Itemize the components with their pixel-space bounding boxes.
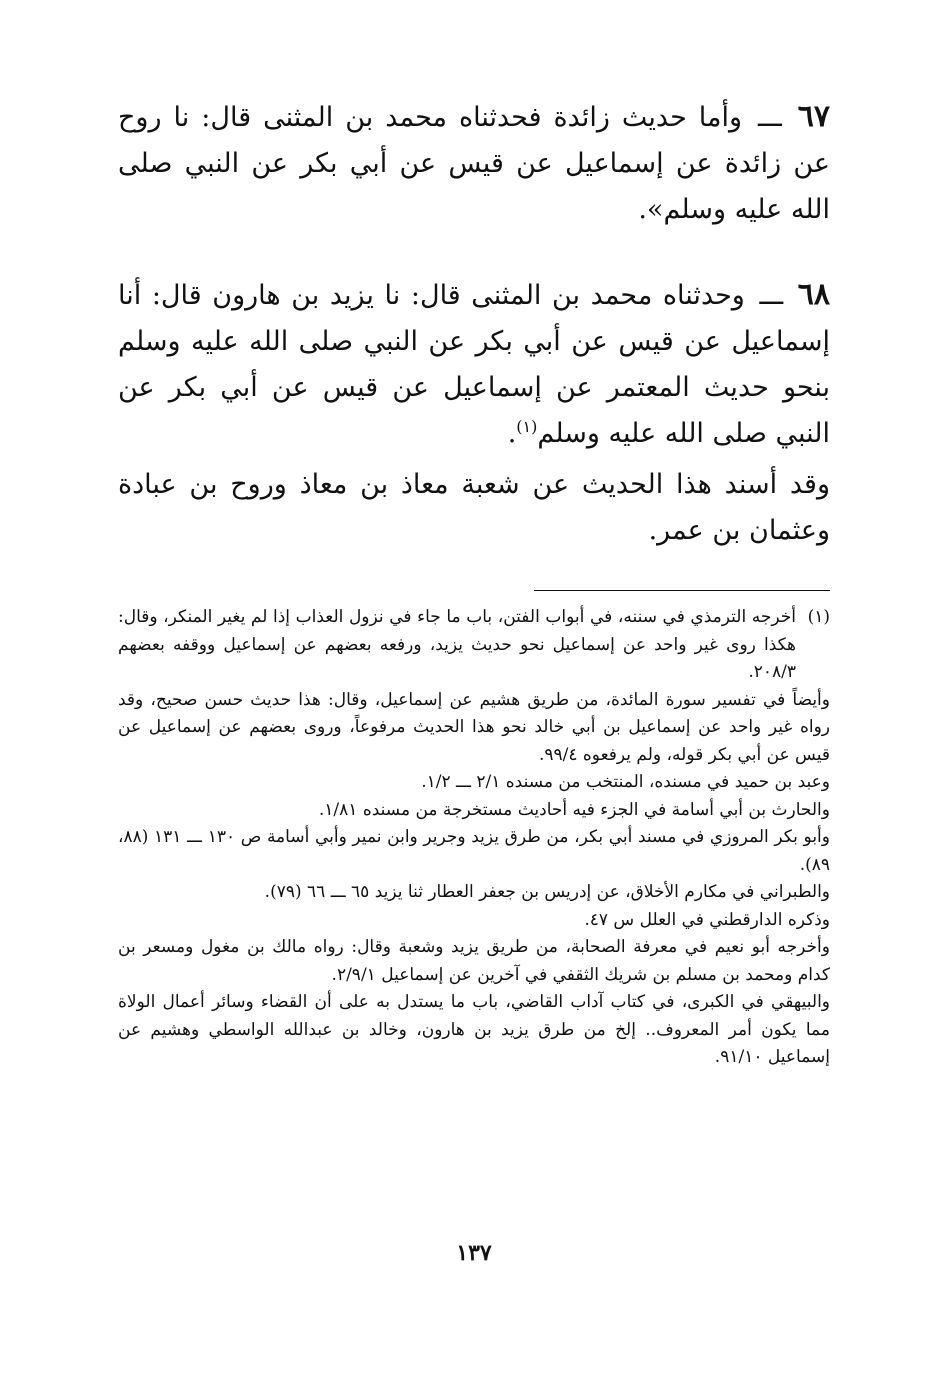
book-page bbox=[118, 88, 830, 1368]
footnote-separator bbox=[534, 590, 830, 591]
number-dash: ـــ bbox=[758, 102, 782, 133]
footnote-text: والحارث بن أبي أسامة في الجزء فيه أحاديث مستخرجة من مسنده ١/٨١. bbox=[318, 799, 830, 820]
footnote-text: وذكره الدارقطني في العلل س ٤٧. bbox=[584, 909, 830, 930]
footnote-entry bbox=[118, 604, 830, 687]
narration-note-text: وقد أسند هذا الحديث عن شعبة معاذ بن معاذ وروح بن عبادة وعثمان بن عمر. bbox=[118, 469, 830, 546]
footnote-text: والطبراني في مكارم الأخلاق، عن إدريس بن جعفر العطار ثنا يزيد ٦٥ ـــ ٦٦ (٧٩). bbox=[264, 882, 830, 902]
number-dash: ـــ bbox=[759, 280, 784, 311]
footnotes-section bbox=[118, 604, 830, 1072]
footnote-text: وعبد بن حميد في مسنده، المنتخب من مسنده ٢/١ ـــ ١/٢. bbox=[421, 772, 830, 792]
narration-note-paragraph bbox=[118, 462, 830, 554]
footnote-text: والبيهقي في الكبرى، في كتاب آداب القاضي، باب ما يستدل به على أن القضاء وسائر أعمال الولاة مما يكون أمر المعروف.. إلخ من طرق يزيد بن هارون، وخالد بن عبدالله الواسطي وهشيم عن إسماعيل ٩١/١٠. bbox=[118, 992, 830, 1067]
page-number: ١٣٧ bbox=[456, 1240, 492, 1266]
sentence-end: . bbox=[507, 418, 517, 449]
hadith-number: ٦٨ bbox=[797, 277, 830, 312]
footnote-marker: (١) bbox=[807, 607, 830, 627]
footnote-text: وأخرجه أبو نعيم في معرفة الصحابة، من طريق يزيد وشعبة وقال: رواه مالك بن مغول ومسعر بن كدام ومحمد بن مسلم بن شريك الثقفي في آخرين عن إسماعيل ٢/٩/١. bbox=[118, 937, 830, 985]
footnote-reference[interactable]: (١) bbox=[516, 417, 538, 436]
hadith-text: وأما حديث زائدة فحدثناه محمد بن المثنى قال: نا روح عن زائدة عن إسماعيل عن قيس عن أبي بكر عن النبي صلى الله عليه وسلم». bbox=[118, 102, 830, 225]
hadith-paragraph-68 bbox=[118, 272, 830, 457]
footnote-text: وأيضاً في تفسير سورة المائدة، من طريق هشيم عن إسماعيل، وقال: هذا حديث حسن صحيح، وقد رواه غير واحد عن إسماعيل بن أبي خالد نحو هذا الحديث مرفوعاً، وروى بعضهم عن إسماعيل عن قيس عن أبي بكر قوله، ولم يرفعوه ٩٩/٤. bbox=[118, 689, 830, 765]
hadith-number: ٦٧ bbox=[797, 99, 831, 134]
footnote-text: أخرجه الترمذي في سننه، في أبواب الفتن، باب ما جاء في نزول العذاب إذا لم يغير المنكر، وقال: هكذا روى غير واحد عن إسماعيل نحو حديث يزيد، ورفعه بعضهم عن إسماعيل ووقفه بعضهم ٢٠٨/٣. bbox=[118, 607, 796, 682]
footnote-text: وأبو بكر المروزي في مسند أبي بكر، من طرق يزيد وجرير وابن نمير وأبي أسامة ص ١٣٠ ـــ ١٣١ (٨٨، ٨٩). bbox=[118, 827, 830, 875]
hadith-paragraph-67 bbox=[118, 94, 830, 233]
hadith-text: وحدثناه محمد بن المثنى قال: نا يزيد بن هارون قال: أنا إسماعيل عن قيس عن أبي بكر عن النبي صلى الله عليه وسلم بنحو حديث المعتمر عن إسماعيل عن قيس عن أبي بكر عن النبي صلى الله عليه وسلم bbox=[118, 280, 830, 449]
